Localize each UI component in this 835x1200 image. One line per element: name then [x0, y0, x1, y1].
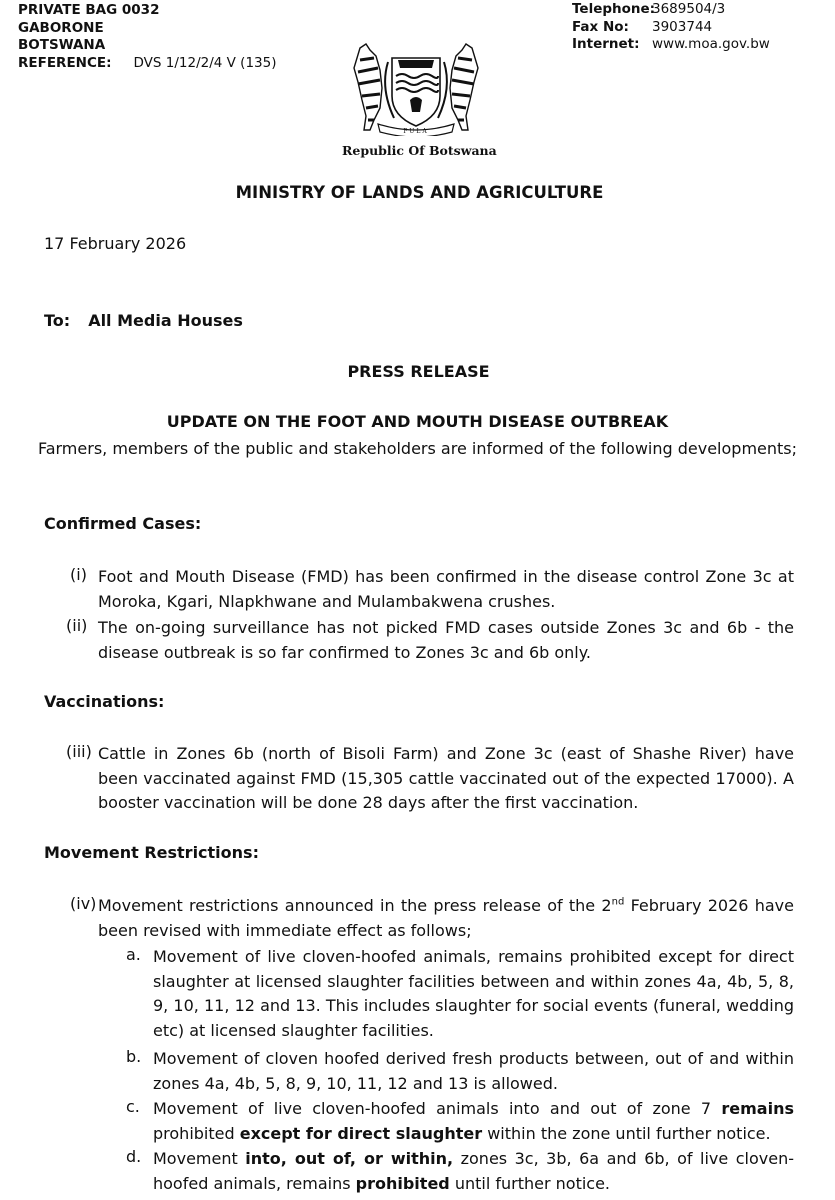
address-line-3: BOTSWANA: [18, 37, 106, 53]
intro-paragraph: Farmers, members of the public and stakeholders are informed of the following developments;: [37, 439, 798, 458]
reference-value: DVS 1/12/2/4 V (135): [133, 54, 277, 71]
subitem-letter: b.: [126, 1047, 142, 1066]
item-iv-text-end: February 2026 have been revised with immediate effect as follows;: [98, 896, 794, 940]
fax-value: 3903744: [652, 18, 713, 35]
press-release-title: PRESS RELEASE: [347, 362, 490, 381]
text-run: zones 3c, 3b, 6a and 6b, of live cloven-hoofed animals, remains: [153, 1149, 794, 1193]
section-confirmed-cases: Confirmed Cases:: [44, 514, 202, 533]
reference-line: [18, 55, 276, 73]
republic-label: Republic Of Botswana: [342, 143, 497, 158]
reference-label: REFERENCE:: [18, 54, 112, 71]
item-number: (iv): [70, 894, 97, 913]
section-movement-restrictions: Movement Restrictions:: [44, 843, 259, 862]
recipient-value: All Media Houses: [88, 311, 243, 330]
internet-value: www.moa.gov.bw: [652, 36, 770, 52]
bold-run: except for direct slaughter: [239, 1123, 483, 1143]
text-run: within the zone until further notice.: [482, 1123, 771, 1143]
telephone-label: Telephone:: [572, 1, 656, 17]
address-line-1: PRIVATE BAG 0032: [18, 2, 160, 18]
ministry-title: MINISTRY OF LANDS AND AGRICULTURE: [235, 183, 604, 202]
subitem-zone-7: [153, 1097, 794, 1146]
fax-line: [572, 19, 770, 37]
ordinal-suffix: nd: [611, 896, 625, 908]
fax-label: Fax No:: [572, 18, 629, 35]
text-run: until further notice.: [449, 1173, 611, 1193]
subitem-zones-3c-6b: [153, 1147, 794, 1196]
subitem-letter: a.: [126, 945, 141, 964]
subitem-live-animals-slaughter: Movement of live cloven-hoofed animals, remains prohibited except for direct slaughter at licensed slaughter facilities between and within zones 4a, 4b, 5, 8, 9, 10, 11, 12 and 13. This includes slaughter for social events (funeral, wedding etc) at licensed slaughter facilities.: [153, 947, 794, 1040]
item-number: (i): [70, 565, 87, 584]
item-confirmed-zone: Foot and Mouth Disease (FMD) has been confirmed in the disease control Zone 3c at Moroka, Kgari, Nlapkhwane and Mulambakwena crushes.: [98, 567, 794, 611]
item-number: (iii): [66, 742, 92, 761]
internet-line: [572, 36, 770, 54]
bold-run: remains: [721, 1099, 794, 1118]
section-vaccinations: Vaccinations:: [44, 692, 165, 711]
item-surveillance: The on-going surveillance has not picked FMD cases outside Zones 3c and 6b - the disease outbreak is so far confirmed to Zones 3c and 6b only.: [98, 618, 794, 662]
recipient-line: [44, 311, 243, 330]
contact-block: [572, 1, 770, 54]
text-run: Movement: [153, 1149, 246, 1168]
internet-label: Internet:: [572, 36, 640, 52]
subitem-letter: c.: [126, 1097, 140, 1116]
letter-date: 17 February 2026: [44, 234, 187, 253]
recipient-label: To:: [44, 311, 71, 330]
text-run: Movement of live cloven-hoofed animals into and out of zone 7: [153, 1099, 722, 1118]
bold-run: prohibited: [355, 1173, 450, 1193]
coat-of-arms-icon: [340, 38, 492, 136]
subitem-fresh-products: Movement of cloven hoofed derived fresh products between, out of and within zones 4a, 4b, 5, 8, 9, 10, 11, 12 and 13 is allowed.: [153, 1049, 794, 1093]
item-number: (ii): [66, 616, 88, 635]
address-line-2: GABORONE: [18, 19, 104, 36]
telephone-line: [572, 1, 770, 19]
bold-run: into, out of, or within,: [245, 1149, 454, 1168]
sender-address-block: [18, 2, 276, 72]
item-vaccination: Cattle in Zones 6b (north of Bisoli Farm) and Zone 3c (east of Shashe River) have been vaccinated against FMD (15,305 cattle vaccinated out of the expected 17000). A booster vaccination will be done 28 days after the first vaccination.: [98, 744, 794, 812]
headline: UPDATE ON THE FOOT AND MOUTH DISEASE OUTBREAK: [166, 412, 669, 431]
subitem-letter: d.: [126, 1147, 142, 1166]
item-iv-text-start: Movement restrictions announced in the press release of the 2: [98, 896, 612, 915]
telephone-value: 3689504/3: [652, 1, 726, 17]
item-movement-revision: [98, 894, 794, 943]
motto-text: PULA: [403, 128, 429, 135]
text-run: prohibited: [153, 1123, 240, 1143]
